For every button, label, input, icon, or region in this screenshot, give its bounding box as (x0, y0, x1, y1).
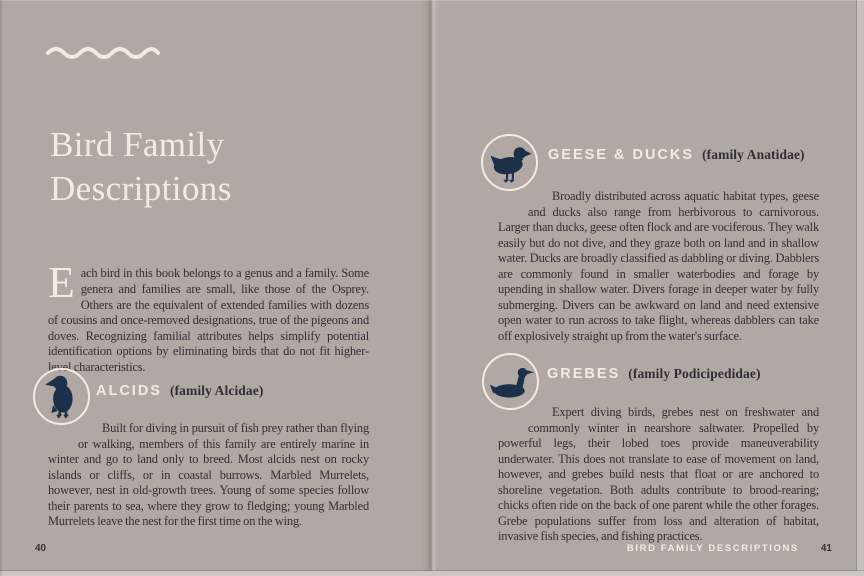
page-edge-bottom (0, 570, 864, 576)
section-name-geese-ducks: GEESE & DUCKS (548, 147, 695, 163)
drop-cap: E (48, 258, 75, 308)
page-title-line2: Descriptions (50, 169, 232, 208)
geese-ducks-paragraph (498, 189, 819, 344)
grebes-paragraph (498, 405, 819, 545)
page-edge-left (0, 0, 2, 576)
intro-text: ach bird in this book belongs to a genus and a family. Some genera and families are small, like those of the Osprey. Others are the equivalent of extended families with dozens of cousins and once-removed designations, true of the pigeons and doves. Recognizing familial attributes helps simplify potential identification options by eliminating birds that do not fit higher-level characteristics. (48, 266, 369, 374)
intro-paragraph (48, 258, 369, 375)
section-heading-geese-ducks (548, 147, 805, 163)
alcids-text: Built for diving in pursuit of fish prey rather than flying or walking, members of this family are entirely marine in winter and go to land only to breed. Most alcids nest on rocky islands or cliffs, or in coastal burrows. Marbled Murrelets, however, nest in old-growth trees. Young of some species follow their parents to sea, where they grow to fledging; young Marbled Murrelets leave the nest for the first time on the wing. (48, 421, 369, 529)
section-name-grebes: GREBES (547, 366, 621, 382)
duck-icon (487, 141, 533, 185)
alcids-paragraph (48, 421, 369, 530)
footer-right (627, 543, 832, 554)
page-number-right: 41 (820, 543, 832, 554)
wave-decoration-icon (45, 44, 161, 62)
section-family-geese-ducks: (family Anatidae) (702, 147, 805, 162)
page-title-line1: Bird Family (50, 125, 225, 164)
section-heading-alcids (96, 383, 263, 399)
grebe-icon-circle (482, 353, 539, 410)
wrap-spacer (498, 204, 528, 219)
duck-icon-circle (481, 134, 538, 191)
wrap-spacer (48, 421, 102, 436)
page-edge-right (856, 0, 864, 576)
alcid-icon (42, 374, 82, 420)
section-heading-grebes (547, 366, 761, 382)
geese-ducks-text: Broadly distributed across aquatic habitat types, geese and ducks also range from herbivorous to carnivorous. Larger than ducks, geese often flock and are vociferous. They walk easily but do not dive, and they graze both on land and in shallow water. Ducks are broadly classified as dabbling or diving. Dabblers are commonly found in smaller waterbodies and forage by upending in shallow water. Divers forage in deeper water by fully submerging. Divers can be awkward on land and need extensive open water to run across to take flight, whereas dabblers can take off explosively straight up from the water's surface. (498, 189, 819, 343)
book-gutter-shadow (420, 0, 442, 576)
section-family-alcids: (family Alcidae) (169, 383, 264, 398)
page-edge-top (0, 0, 864, 1)
section-name-alcids: ALCIDS (96, 383, 162, 399)
page-title (50, 123, 232, 211)
page-number-left: 40 (35, 543, 47, 554)
grebe-icon (488, 364, 534, 400)
wrap-spacer (498, 405, 552, 420)
alcid-icon-circle (33, 368, 90, 425)
section-family-grebes: (family Podicipedidae) (628, 366, 761, 381)
running-header: BIRD FAMILY DESCRIPTIONS (626, 543, 799, 554)
wrap-spacer (48, 436, 78, 451)
wrap-spacer (498, 420, 528, 435)
grebes-text: Expert diving birds, grebes nest on freshwater and commonly winter in nearshore saltwater. Propelled by powerful legs, their lobed toes provide maneuverability underwater. This does not translate to ease of movement on land, however, and grebes build nests that float or are anchored to shoreline vegetation. Both adults contribute to brood-rearing; chicks often ride on the back of one parent while the other forages. Grebe populations suffer from loss and alteration of habitat, invasive fish species, and fishing practices. (498, 405, 819, 544)
wrap-spacer (498, 189, 552, 204)
